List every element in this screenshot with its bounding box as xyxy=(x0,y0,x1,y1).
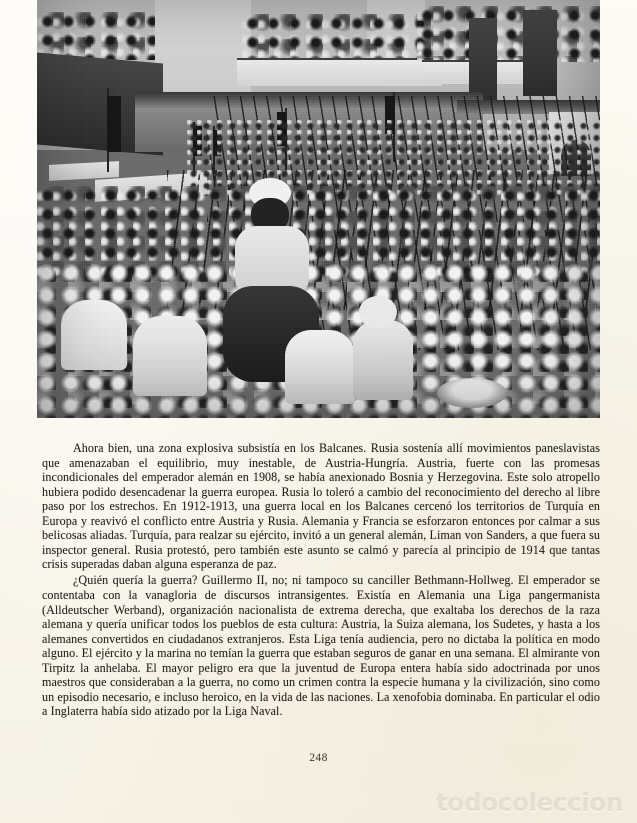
page-body-text xyxy=(42,441,600,719)
paragraph-2: ¿Quién quería la guerra? Guillermo II, no; ni tampoco su canciller Bethmann-Hollweg. El emperador se contentaba con la vanagloria de discursos intransigentes. Existía en Alemania una Liga pangermanista (Alldeutscher Werband), organización nacionalista de extrema derecha, que exaltaba los derechos de la raza alemana y quería unificar todos los pueblos de esta cultura: Austria, la Suiza alemana, los Sudetes, y hasta a los alemanes convertidos en ciudadanos extranjeros. Esta Liga tenía audiencia, pero no dictaba la política en modo alguno. El ejército y la marina no temían la guerra que estaban seguros de ganar en una semana. El almirante von Tirpitz la anhelaba. El mayor peligro era que la juventud de Europa entera había sido adoctrinada por unos maestros que consideraban a la guerra, no como un crimen contra la especie humana y la civilización, sino como un episodio necesario, e incluso heroico, en la vida de las naciones. La xenofobia dominaba. En particular el odio a Inglaterra había sido atizado por la Liga Naval. xyxy=(42,573,600,719)
paragraph-1: Ahora bien, una zona explosiva subsistía en los Balcanes. Rusia sostenía allí movimientos paneslavistas que amenazaban el equilibrio, muy inestable, de Austria-Hungría. Austria, fuerte con las promesas incondicionales del emperador alemán en 1908, se había anexionado Bosnia y Herzegovina. Este solo atropello hubiera podido desencadenar la guerra europea. Rusia lo toleró a cambio del reconocimiento del derecho al libre paso por los estrechos. En 1912-1913, una guerra local en los Balcanes cercenó los territorios de Turquía en Europa y reavivó el conflicto entre Austria y Rusia. Alemania y Francia se esforzaron entonces por calmar a sus belicosas aliadas. Turquía, para realzar su ejército, invitó a un general alemán, Liman von Sanders, a que fuera su inspector general. Rusia protestó, pero también este asunto se calmó y parecía al principio de 1914 que tantas crisis superadas daban alguna esperanza de paz. xyxy=(42,441,600,572)
photograph-image xyxy=(37,0,600,418)
photo-figure-robe-2 xyxy=(133,316,207,396)
page-number: 248 xyxy=(309,752,328,764)
photo-canopy-left-2 xyxy=(49,161,119,181)
photo-banner-dark-right-2 xyxy=(523,10,557,96)
photo-figure-robe-1 xyxy=(61,300,127,370)
photo-figure-robe-3 xyxy=(285,330,355,404)
photo-flag-1 xyxy=(107,96,121,152)
photo-balcony-crowd-center xyxy=(242,14,432,60)
photo-figure-hat-white xyxy=(359,296,397,328)
photo-balcony-crowd-right xyxy=(417,6,600,62)
todocoleccion-watermark: todocoleccion xyxy=(435,788,623,817)
historical-crowd-photograph xyxy=(37,0,600,418)
photo-balcony-rail-center xyxy=(237,58,442,86)
photo-tray xyxy=(437,378,507,408)
photo-balcony-crowd-left xyxy=(37,12,155,60)
photo-figure-robe-4 xyxy=(353,320,413,400)
photo-crowd-distant xyxy=(187,120,600,196)
